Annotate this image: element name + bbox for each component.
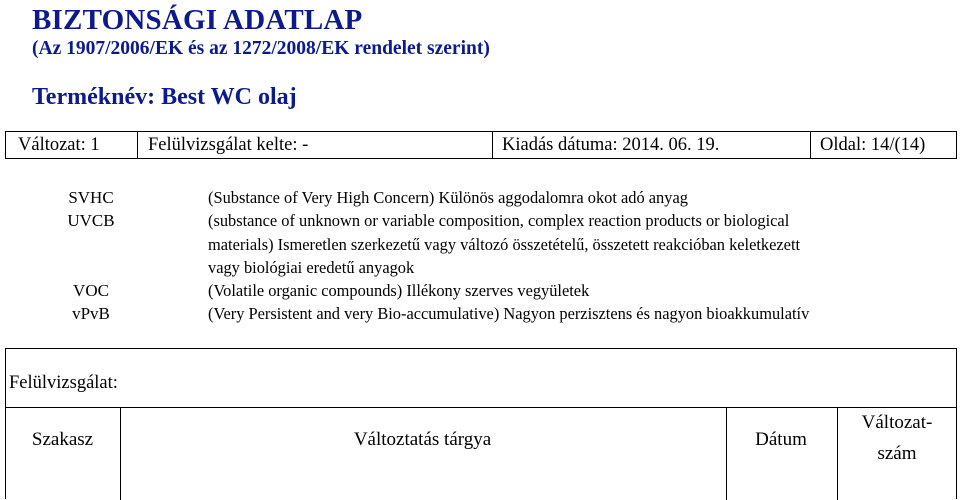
column-header-version-number: Változat- — [861, 412, 933, 433]
abbreviation-term: SVHC — [68, 188, 114, 207]
column-divider — [726, 407, 727, 500]
info-divider — [137, 132, 138, 158]
revision-label: Felülvizsgálat: — [9, 373, 118, 393]
abbreviation-definition: materials) Ismeretlen szerkezetű vagy változó összetételű, összetett reakcióban keletkezett — [208, 235, 801, 254]
table-divider — [6, 407, 956, 408]
column-header-subject: Változtatás tárgya — [353, 429, 492, 450]
product-name: Terméknév: Best WC olaj — [32, 84, 297, 110]
column-header-version-number-cont: szám — [877, 443, 917, 464]
abbreviation-definition: (Volatile organic compounds) Illékony szerves vegyületek — [208, 281, 590, 300]
issue-date-text: Kiadás dátuma: 2014. 06. 19. — [502, 135, 720, 155]
revision-table — [5, 348, 957, 499]
document-info-bar — [5, 131, 957, 159]
abbreviation-definition: (Very Persistent and very Bio-accumulative) Nagyon perzisztens és nagyon bioakkumulatív — [208, 304, 810, 323]
abbreviation-term: UVCB — [67, 211, 115, 230]
info-divider — [810, 132, 811, 158]
version-text: Változat: 1 — [18, 135, 100, 155]
abbreviation-definition: (Substance of Very High Concern) Különös aggodalomra okot adó anyag — [208, 188, 688, 207]
abbreviation-definition: vagy biológiai eredetű anyagok — [208, 258, 415, 277]
column-header-date: Dátum — [755, 429, 807, 450]
document-title: BIZTONSÁGI ADATLAP — [32, 4, 363, 36]
info-divider — [492, 132, 493, 158]
abbreviation-term: VOC — [73, 281, 109, 300]
abbreviation-term: vPvB — [72, 304, 110, 323]
review-date-text: Felülvizsgálat kelte: - — [148, 135, 309, 155]
page-number-text: Oldal: 14/(14) — [820, 135, 926, 155]
regulation-subtitle: (Az 1907/2006/EK és az 1272/2008/EK rendelet szerint) — [32, 38, 490, 59]
abbreviation-definition: (substance of unknown or variable composition, complex reaction products or biological — [208, 211, 790, 230]
column-divider — [120, 407, 121, 500]
column-header-section: Szakasz — [31, 429, 94, 450]
